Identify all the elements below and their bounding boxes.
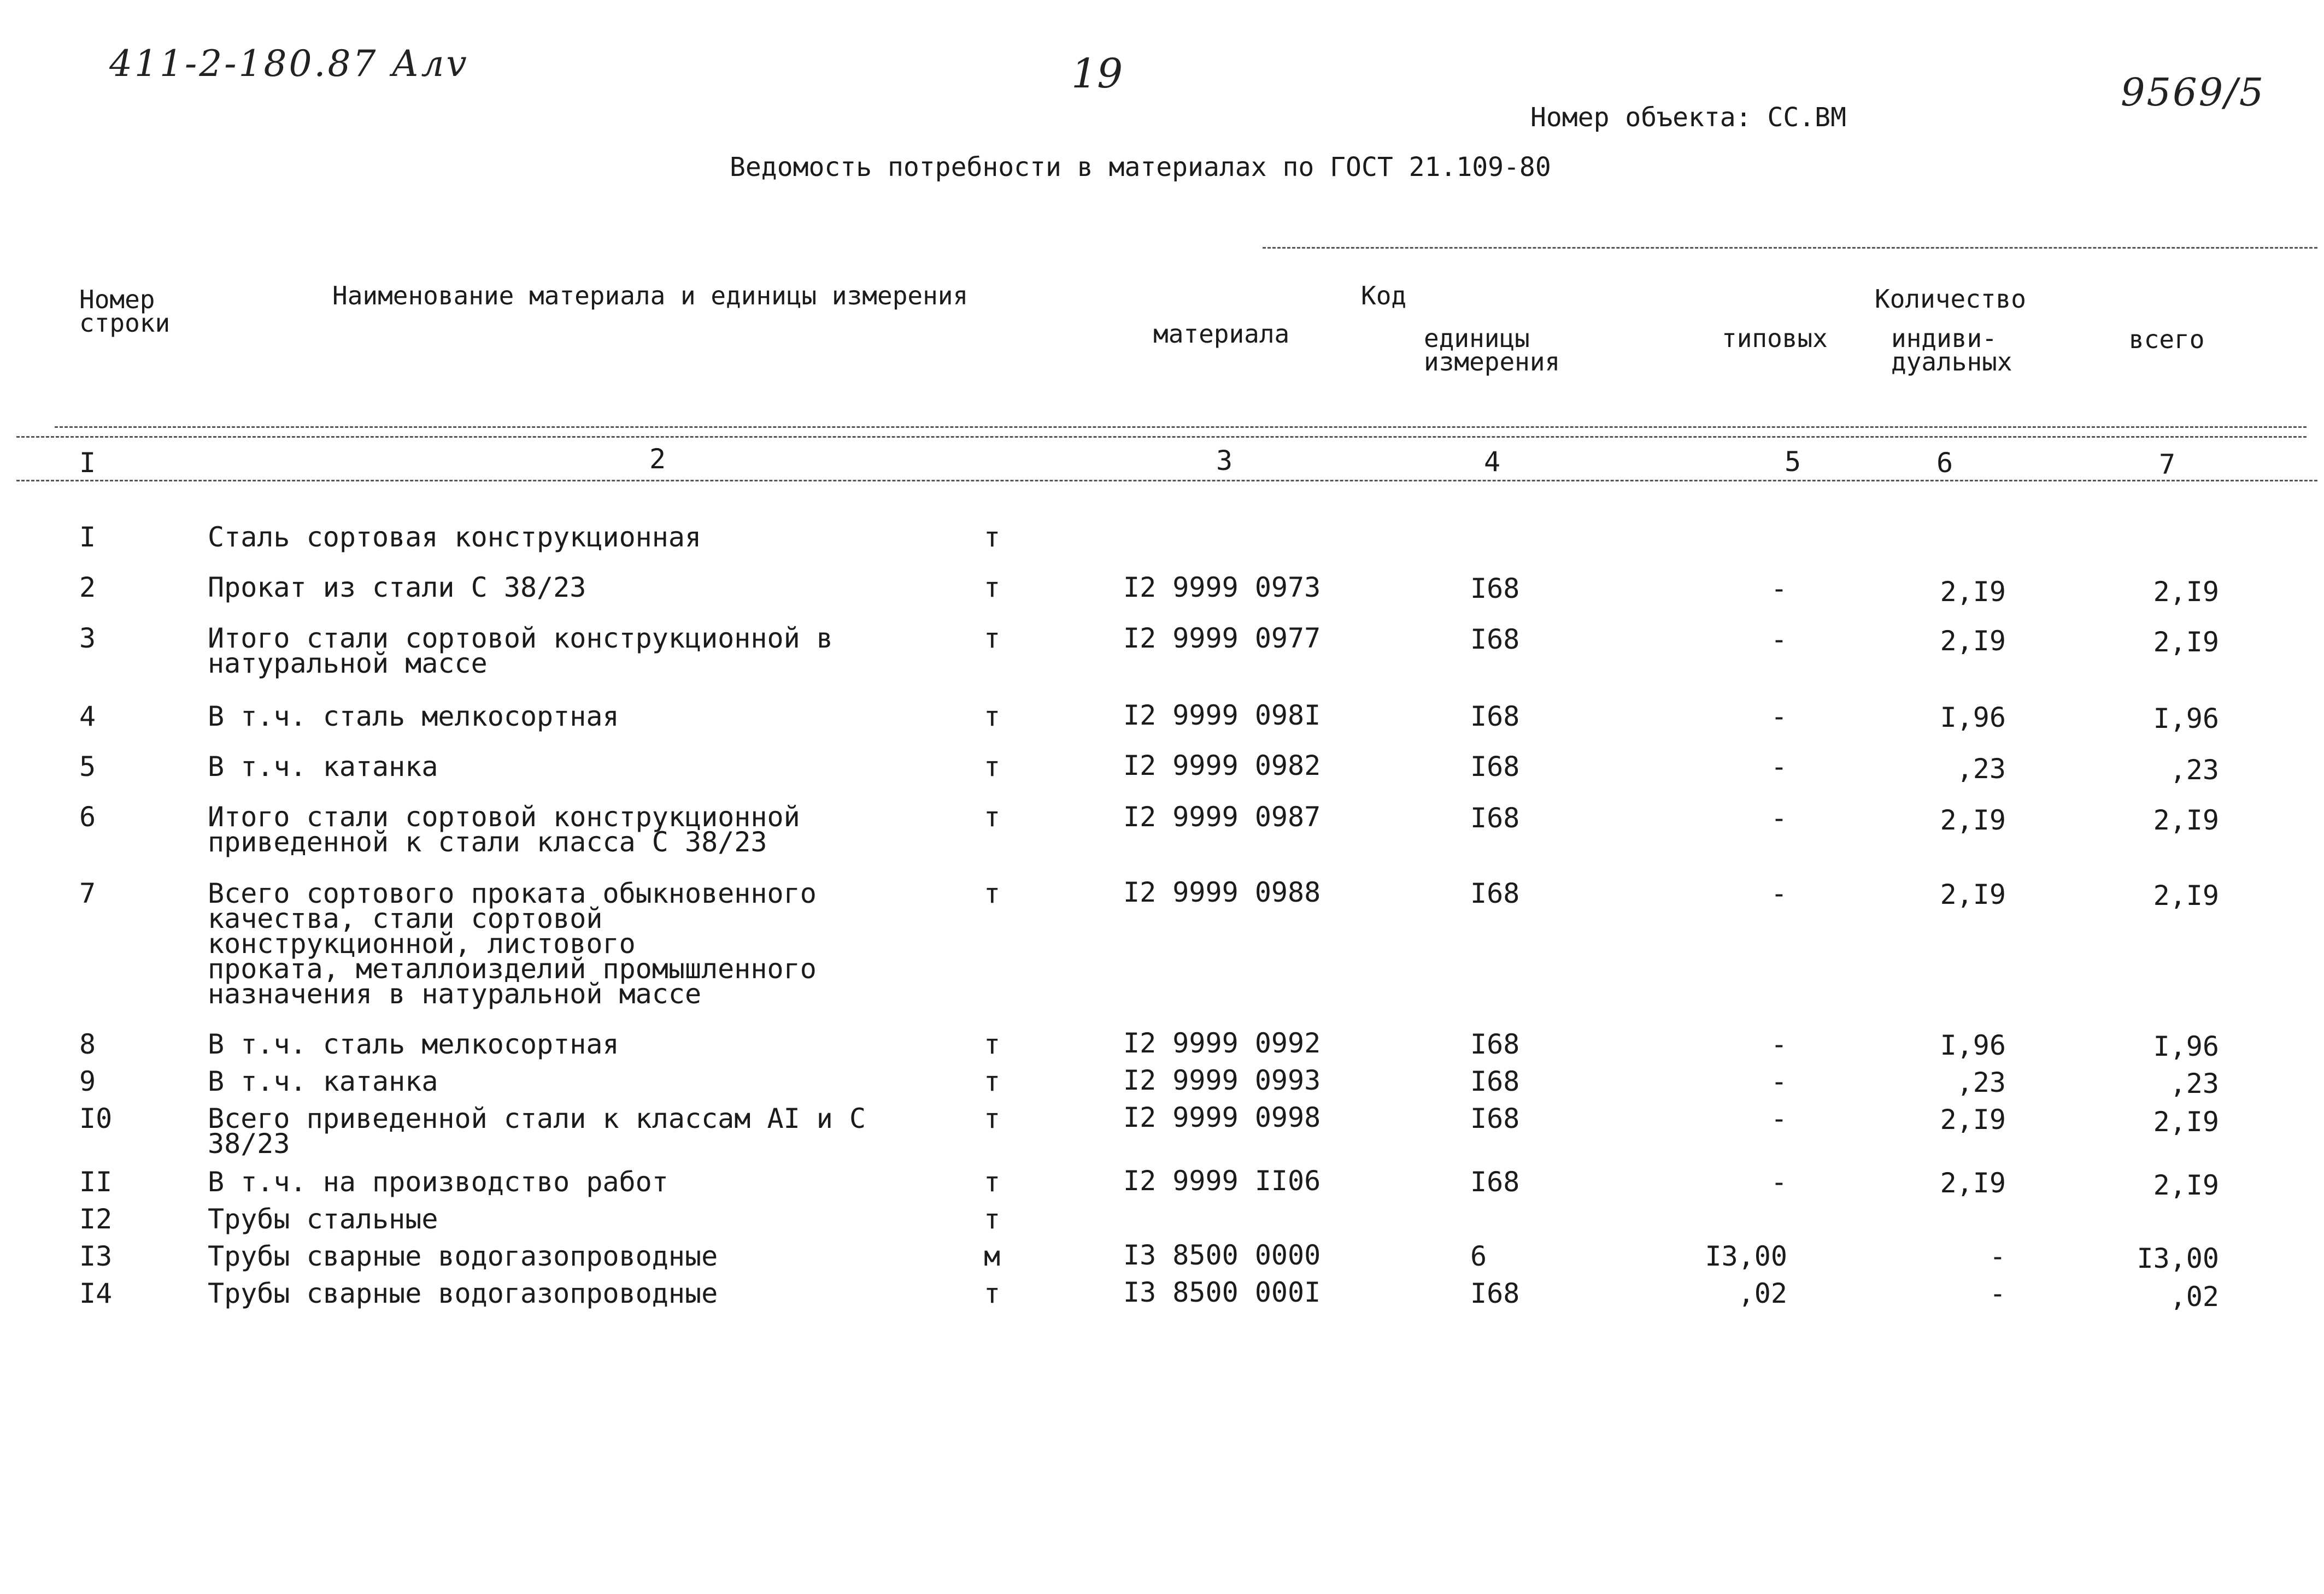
row-total: ,23	[2169, 1068, 2219, 1099]
row-typical: I3,00	[1705, 1240, 1787, 1272]
row-material-code: I2 9999 0973	[1123, 572, 1321, 603]
row-material-code: I2 9999 0998	[1123, 1102, 1321, 1133]
row-number: 5	[79, 751, 96, 783]
header-code-unit: единицы измерения	[1424, 323, 1560, 377]
row-unit: т	[984, 751, 1001, 783]
row-material-code: I2 9999 0987	[1123, 801, 1321, 833]
header-material-name: Наименование материала и единицы измерения	[332, 281, 969, 310]
row-unit-code: I68	[1470, 573, 1520, 604]
document-title: Ведомость потребности в материалах по ГОСТ 21.109-80	[730, 152, 1551, 183]
row-number: I2	[79, 1203, 113, 1235]
row-unit-code: I68	[1470, 1278, 1520, 1309]
row-material-code: I2 9999 II06	[1123, 1165, 1321, 1197]
row-material-name: Итого стали сортовой конструкционной в натуральной массе	[208, 622, 833, 679]
row-individual: I,96	[1940, 702, 2006, 733]
row-unit: т	[984, 622, 1001, 654]
column-number-6: 6	[1936, 447, 1953, 479]
row-unit: т	[984, 701, 1001, 732]
row-unit: т	[984, 572, 1001, 603]
row-individual: ,23	[1956, 1067, 2006, 1098]
handwritten-archive-number: 9569/5	[2121, 70, 2266, 115]
row-unit-code: I68	[1470, 1066, 1520, 1097]
row-material-name: В т.ч. катанка	[208, 1066, 438, 1097]
row-number: I3	[79, 1240, 113, 1272]
row-individual: 2,I9	[1940, 1104, 2006, 1136]
column-number-2: 2	[649, 443, 666, 475]
row-individual: 2,I9	[1940, 625, 2006, 657]
row-material-code: I2 9999 0982	[1123, 750, 1321, 781]
row-material-name: Трубы сварные водогазопроводные	[208, 1240, 718, 1272]
row-material-code: I3 8500 000I	[1123, 1277, 1321, 1308]
row-material-name: Всего приведенной стали к классам АI и С 38/23	[208, 1103, 866, 1160]
row-number: I4	[79, 1278, 113, 1309]
column-number-7: 7	[2159, 449, 2176, 480]
row-unit: т	[984, 1066, 1001, 1097]
header-individual: индиви- дуальных	[1891, 323, 2012, 377]
row-number: 7	[79, 878, 96, 909]
row-typical: -	[1770, 573, 1787, 604]
row-material-name: Всего сортового проката обыкновенного качества, стали сортовой конструкционной, листового проката, металлоизделий промышленного назначения в натуральной массе	[208, 878, 817, 1010]
row-number: 3	[79, 622, 96, 654]
row-material-code: I2 9999 098I	[1123, 699, 1321, 731]
row-total: 2,I9	[2153, 576, 2219, 608]
row-material-code: I2 9999 0988	[1123, 877, 1321, 908]
row-unit: т	[984, 1203, 1001, 1235]
row-material-name: Трубы сварные водогазопроводные	[208, 1278, 718, 1309]
header-rule-1	[55, 426, 2307, 428]
row-material-name: Трубы стальные	[208, 1203, 438, 1235]
row-unit: т	[984, 1166, 1001, 1198]
row-individual: 2,I9	[1940, 879, 2006, 910]
row-typical: -	[1770, 802, 1787, 834]
row-individual: -	[1989, 1240, 2006, 1272]
row-typical: -	[1770, 751, 1787, 783]
header-code-material: материала	[1153, 319, 1290, 349]
row-material-name: В т.ч. на производство работ	[208, 1166, 668, 1198]
handwritten-page-number: 19	[1071, 50, 1123, 97]
row-number: II	[79, 1166, 113, 1198]
row-unit-code: I68	[1470, 624, 1520, 655]
row-typical: -	[1770, 878, 1787, 909]
row-unit: т	[984, 1103, 1001, 1134]
row-material-code: I3 8500 0000	[1123, 1239, 1321, 1271]
row-typical: -	[1770, 1166, 1787, 1198]
row-typical: -	[1770, 1103, 1787, 1134]
object-number-line: Номер объекта: СС.ВМ	[1530, 102, 1846, 133]
row-material-name: В т.ч. сталь мелкосортная	[208, 701, 619, 732]
row-number: 8	[79, 1028, 96, 1060]
handwritten-document-code: 411-2-180.87 Алv	[109, 43, 469, 85]
row-typical: ,02	[1738, 1278, 1787, 1309]
row-unit: т	[984, 1028, 1001, 1060]
row-number: 9	[79, 1066, 96, 1097]
row-material-name: Сталь сортовая конструкционная	[208, 521, 702, 553]
row-unit-code: I68	[1470, 701, 1520, 732]
row-typical: -	[1770, 1028, 1787, 1060]
row-individual: 2,I9	[1940, 804, 2006, 836]
row-unit: т	[984, 1278, 1001, 1309]
row-total: ,23	[2169, 754, 2219, 786]
row-typical: -	[1770, 624, 1787, 655]
row-individual: -	[1989, 1278, 2006, 1309]
header-rule-2	[16, 436, 2307, 438]
row-number: 4	[79, 701, 96, 732]
column-number-rule	[16, 480, 2317, 481]
row-material-code: I2 9999 0977	[1123, 622, 1321, 654]
row-material-code: I2 9999 0993	[1123, 1064, 1321, 1096]
row-total: 2,I9	[2153, 1169, 2219, 1201]
row-unit-code: I68	[1470, 878, 1520, 909]
top-rule	[1263, 247, 2317, 249]
row-individual: ,23	[1956, 753, 2006, 785]
row-total: 2,I9	[2153, 626, 2219, 658]
row-total: I3,00	[2137, 1243, 2219, 1274]
row-total: ,02	[2169, 1281, 2219, 1313]
row-material-code: I2 9999 0992	[1123, 1027, 1321, 1059]
header-code: Код	[1361, 281, 1407, 310]
row-number: I	[79, 521, 96, 553]
row-unit: т	[984, 801, 1001, 833]
column-number-4: 4	[1484, 446, 1501, 478]
row-unit: м	[984, 1240, 1001, 1272]
row-typical: -	[1770, 1066, 1787, 1097]
row-unit-code: I68	[1470, 751, 1520, 783]
row-individual: 2,I9	[1940, 576, 2006, 608]
row-unit-code: I68	[1470, 802, 1520, 834]
header-row-number: Номер строки	[79, 285, 171, 338]
row-unit: т	[984, 878, 1001, 909]
row-total: 2,I9	[2153, 880, 2219, 911]
row-unit-code: I68	[1470, 1103, 1520, 1134]
row-total: I,96	[2153, 1031, 2219, 1062]
row-unit-code: I68	[1470, 1166, 1520, 1198]
row-total: 2,I9	[2153, 1106, 2219, 1138]
row-total: I,96	[2153, 703, 2219, 734]
row-material-name: Прокат из стали С 38/23	[208, 572, 586, 603]
row-typical: -	[1770, 701, 1787, 732]
row-individual: I,96	[1940, 1030, 2006, 1061]
row-unit-code: I68	[1470, 1028, 1520, 1060]
column-number-3: 3	[1216, 445, 1233, 477]
row-number: 2	[79, 572, 96, 603]
row-unit-code: 6	[1470, 1240, 1487, 1272]
row-material-name: В т.ч. катанка	[208, 751, 438, 783]
row-total: 2,I9	[2153, 804, 2219, 836]
row-material-name: В т.ч. сталь мелкосортная	[208, 1028, 619, 1060]
row-individual: 2,I9	[1940, 1167, 2006, 1199]
row-material-name: Итого стали сортовой конструкционной приведенной к стали класса С 38/23	[208, 801, 800, 858]
header-quantity: Количество	[1875, 284, 2026, 314]
header-typical: типовых	[1722, 323, 1828, 353]
header-total: всего	[2129, 325, 2205, 354]
column-number-1: I	[79, 447, 96, 479]
column-number-5: 5	[1785, 446, 1801, 478]
row-number: 6	[79, 801, 96, 833]
row-unit: т	[984, 521, 1001, 553]
row-number: I0	[79, 1103, 113, 1134]
